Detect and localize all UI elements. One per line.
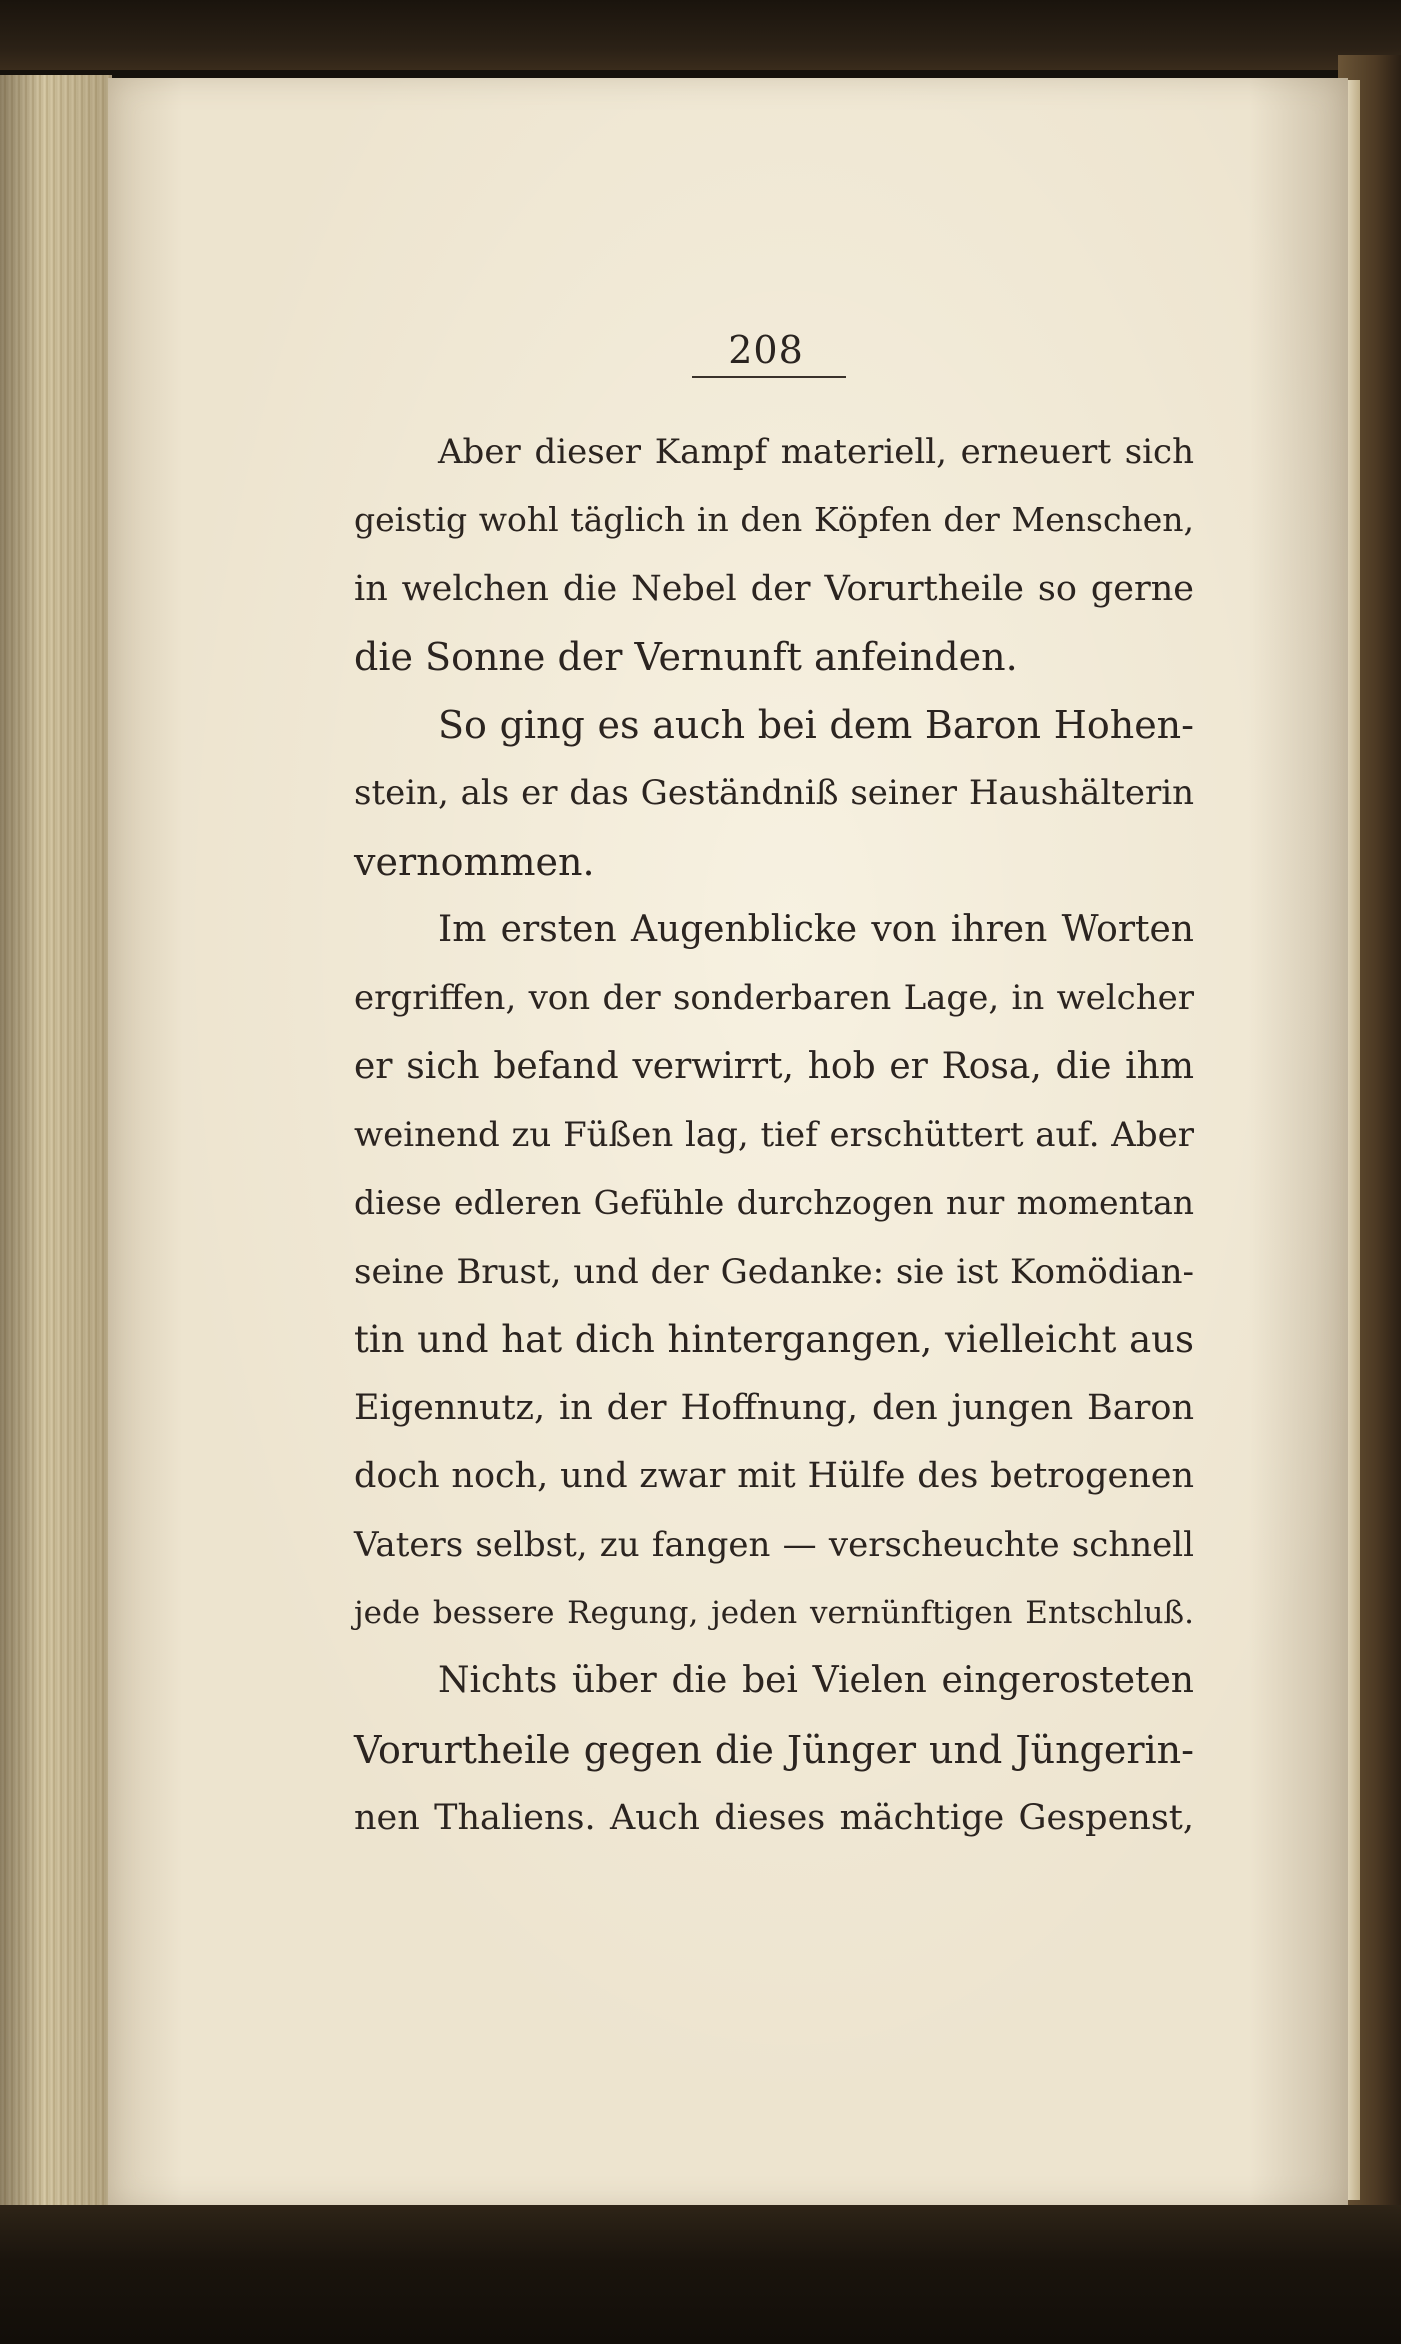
- text-line: So ging es auch bei dem Baron Hohen-: [438, 703, 1194, 748]
- body-text: [354, 418, 1194, 1852]
- text-line: Aber dieser Kampf materiell, erneuert sich: [438, 432, 1194, 472]
- text-line: Im ersten Augenblicke von ihren Worten: [438, 909, 1194, 951]
- page-number-rule: [692, 376, 846, 378]
- text-line: tin und hat dich hintergangen, vielleicht aus: [354, 1317, 1194, 1361]
- text-line: die Sonne der Vernunft anfeinden.: [354, 634, 1018, 679]
- text-line: seine Brust, und der Gedanke: sie ist Komödian-: [354, 1251, 1194, 1292]
- text-line: weinend zu Füßen lag, tief erschüttert auf. Aber: [354, 1114, 1194, 1155]
- book-cover-top: [0, 0, 1401, 70]
- text-line: doch noch, und zwar mit Hülfe des betrogenen: [354, 1456, 1194, 1497]
- text-line: Vaters selbst, zu fangen — verscheuchte schnell: [354, 1524, 1194, 1565]
- text-line: stein, als er das Geständniß seiner Haushälterin: [354, 773, 1194, 814]
- page-edges-shade: [0, 75, 110, 2205]
- text-line: in welchen die Nebel der Vorurtheile so gerne: [354, 568, 1194, 609]
- text-line: diese edleren Gefühle durchzogen nur momentan: [354, 1183, 1194, 1223]
- text-line: Eigennutz, in der Hoffnung, den jungen Baron: [354, 1388, 1194, 1429]
- book-cover-bottom: [0, 2205, 1401, 2344]
- text-line: geistig wohl täglich in den Köpfen der Menschen,: [354, 500, 1194, 540]
- text-line: nen Thaliens. Auch dieses mächtige Gespenst,: [354, 1797, 1194, 1838]
- page-number: 208: [728, 328, 804, 372]
- text-line: Nichts über die bei Vielen eingerosteten: [438, 1660, 1194, 1702]
- text-line: er sich befand verwirrt, hob er Rosa, die ihm: [354, 1045, 1194, 1087]
- text-line: vernommen.: [354, 839, 595, 884]
- text-line: jede bessere Regung, jeden vernünftigen Entschluß.: [354, 1595, 1194, 1632]
- text-line: Vorurtheile gegen die Jünger und Jüngerin-: [354, 1727, 1194, 1772]
- text-line: ergriffen, von der sonderbaren Lage, in welcher: [354, 978, 1194, 1019]
